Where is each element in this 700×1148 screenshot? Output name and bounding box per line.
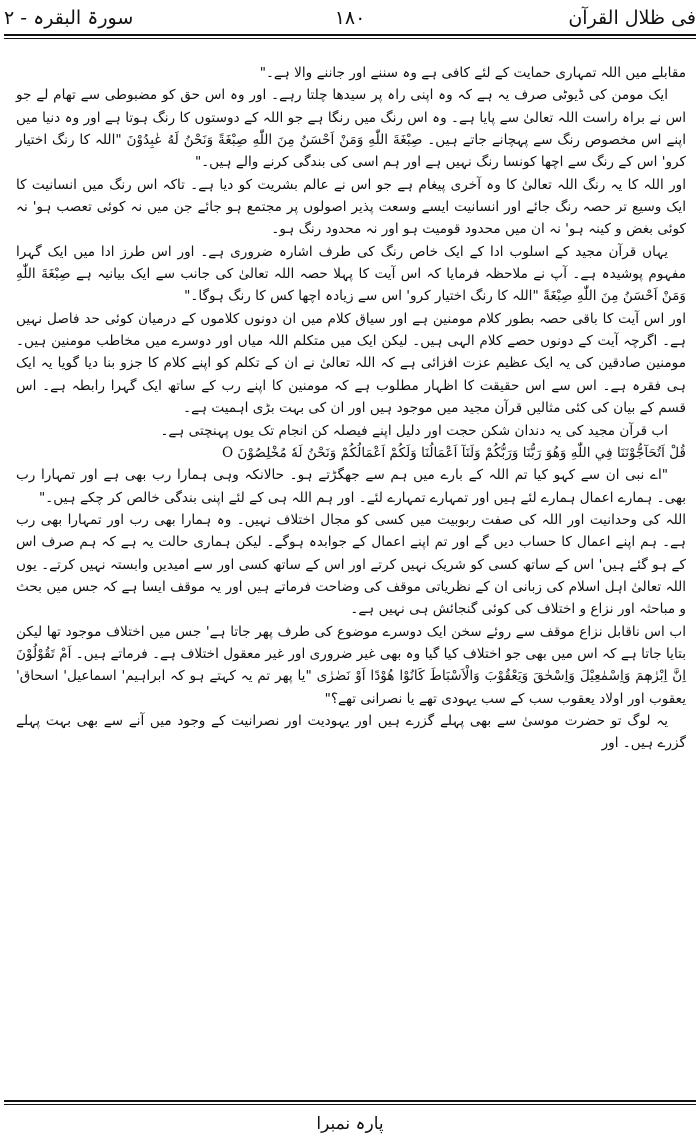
paragraph: اب قرآن مجید کی یہ دندان شکن حجت اور دلیل اپنے فیصلہ کن انجام تک یوں پہنچتی ہے۔: [160, 422, 668, 439]
paragraph: یہ لوگ تو حضرت موسیٰ سے بھی پہلے گزرے ہیں اور یہودیت اور نصرانیت کے وجود میں آنے سے بھی بہت پہلے گزرے ہیں۔ اور: [16, 712, 686, 752]
paragraph: ایک مومن کی ڈیوٹی صرف یہ ہے کہ وہ اپنی راہ پر سیدھا چلتا رہے۔ اور وہ اس حق کو مضبوطی سے تھام لے جو اس نے براہ راست اللہ تعالیٰ سے پایا ہے۔ وہ اس رنگ میں رنگا ہے جو اللہ کے دوستوں کا رنگ ہوتا ہے اور وہ دنیا میں اپنے اس مخصوص رنگ سے پہچانے جاتے ہیں۔ صِبْغَةَ اللّٰهِ وَمَنْ اَحْسَنُ مِنَ اللّٰهِ صِبْغَةً وَنَحْنُ لَهُ عٰبِدُوْنَ "اللہ کا رنگ اختیار کرو' اس کے رنگ سے اچھا کونسا رنگ نہیں ہے اور ہم اسی کی بندگی کرنے والے ہیں۔": [16, 87, 686, 171]
header-rule: [4, 34, 696, 36]
body-text: [16, 62, 686, 755]
footer-rule: [4, 1100, 696, 1102]
paragraph: اور اس آیت کا باقی حصہ بطور کلام مومنین ہے اور سیاق کلام میں ان دونوں کلاموں کے درمیان کوئی حد فاصل نہیں ہے۔ اگرچہ آیت کے دونوں حصے کلام الہی ہیں۔ لیکن ایک میں متکلم اللہ میاں اور دوسرے میں مخاطب مومنین ہیں۔ مومنین صادقین کی یہ ایک عظیم عزت افزائی ہے کہ اللہ تعالیٰ نے ان کے تکلم کو اپنے کلام کا جزو بنا دیا گویا یہ ایک ہی فقرہ ہے۔ اس سے اس حقیقت کا اظہار مطلوب ہے کہ مومنین کا اپنے رب کے ساتھ ایک گہرا رابطہ ہے۔ اس قسم کے بیان کی کئی مثالیں قرآن مجید میں موجود ہیں اور ان کی بہت بڑی اہمیت ہے۔: [16, 310, 686, 417]
paragraph: اللہ کی وحدانیت اور اللہ کی صفت ربوبیت میں کسی کو مجال اختلاف نہیں۔ وہ ہمارا بھی رب اور تمہارا بھی رب ہے۔ ہم اپنے اعمال کا حساب دیں گے اور تم اپنے اعمال کے جوابدہ ہوگے۔ لیکن ہماری حالت یہ ہے کہ ہم صرف اس کے ہو گئے ہیں' اس کے ساتھ کسی کو شریک نہیں کرتے اور اس کے ساتھ کسی اور سے امیدیں وابستہ نہیں کرتے۔ یوں اللہ تعالیٰ اہل اسلام کی زبانی ان کے نظریاتی موقف کی وضاحت فرماتے ہیں اور یہ موقف ایسا ہے کہ جس میں بحث و مباحثہ اور نزاع و اختلاف کی کوئی گنجائش ہی نہیں ہے۔: [16, 511, 686, 618]
book-title: فی ظلال القرآن: [568, 7, 696, 29]
para-label: پارہ نمبرا: [316, 1114, 384, 1134]
verse-translation: "اے نبی ان سے کہو کیا تم اللہ کے بارے میں ہم سے جھگڑتے ہو۔ حالانکہ وہی ہمارا رب بھی ہے اور تمہارا رب بھی۔ ہمارے اعمال ہمارے لئے ہیں اور تمہارے تمہارے لئے۔ اور ہم اللہ ہی کے لئے اپنی بندگی خالص کر چکے ہیں۔": [16, 467, 686, 506]
paragraph: مقابلے میں اللہ تمہاری حمایت کے لئے کافی ہے وہ سننے اور جاننے والا ہے۔": [259, 65, 686, 81]
header-rule-thin: [4, 38, 696, 39]
page-number: ۱۸۰: [334, 7, 366, 29]
surah-name: سورۃ البقرہ - ۲: [4, 7, 134, 29]
footer-rule-thin: [4, 1104, 696, 1105]
paragraph: اب اس ناقابل نزاع موقف سے روئے سخن ایک دوسرے موضوع کی طرف پھر جاتا ہے' جس میں اختلاف موجود تھا لیکن بتایا جاتا ہے کہ اس میں بھی جو اختلاف کیا گیا وہ بھی غیر ضروری اور غیر معقول اختلاف ہے۔ فرماتے ہیں۔ اَمْ تَقُوْلُوْنَ اِنَّ اِبْرٰهٖمَ وَاِسْمٰعِيْلَ وَاِسْحٰقَ وَيَعْقُوْبَ وَالْاَسْبَاطَ كَانُوْا هُوْدًا اَوْ نَصٰرٰى "یا پھر تم یہ کہتے ہو کہ ابراہیم' اسماعیل' اسحاق' یعقوب اور اولاد یعقوب سب کے سب یہودی تھے یا نصرانی تھے؟": [16, 623, 686, 707]
quran-verse: قُلْ اَتُحَآجُّوْنَنَا فِي اللّٰهِ وَهُوَ رَبُّنَا وَرَبُّكُمْ وَلَنَآ اَعْمَالُنَا وَلَكُمْ اَعْمَالُكُمْ وَنَحْنُ لَهٗ مُخْلِصُوْنَ O: [221, 444, 686, 461]
page-header: [0, 0, 700, 40]
paragraph: یہاں قرآن مجید کے اسلوب ادا کے ایک خاص رنگ کی طرف اشارہ ضروری ہے۔ اور اس طرز ادا میں ایک گہرا مفہوم پوشیدہ ہے۔ آپ نے ملاحظہ فرمایا کہ اس آیت کا پہلا حصہ اللہ تعالیٰ کی جانب سے ایک بیانیہ ہے صِبْغَةَ اللّٰهِ وَمَنْ اَحْسَنُ مِنَ اللّٰهِ صِبْغَةً "اللہ کا رنگ اختیار کرو' اس سے زیادہ اچھا کس کا رنگ ہوگا۔": [16, 243, 686, 305]
paragraph: اور اللہ کا یہ رنگ اللہ تعالیٰ کا وہ آخری پیغام ہے جو اس نے عالم بشریت کو دیا ہے۔ تاکہ اس رنگ میں انسانیت کا ایک وسیع تر حصہ رنگ جائے اور انسانیت ایسے وسعت پذیر اصولوں پر مجتمع ہو جائے جن میں نہ کوئی تعصب ہو' نہ کوئی بغض و کینہ ہو' نہ ان میں محدود قومیت ہو اور نہ محدود رنگ ہو۔: [16, 176, 686, 238]
